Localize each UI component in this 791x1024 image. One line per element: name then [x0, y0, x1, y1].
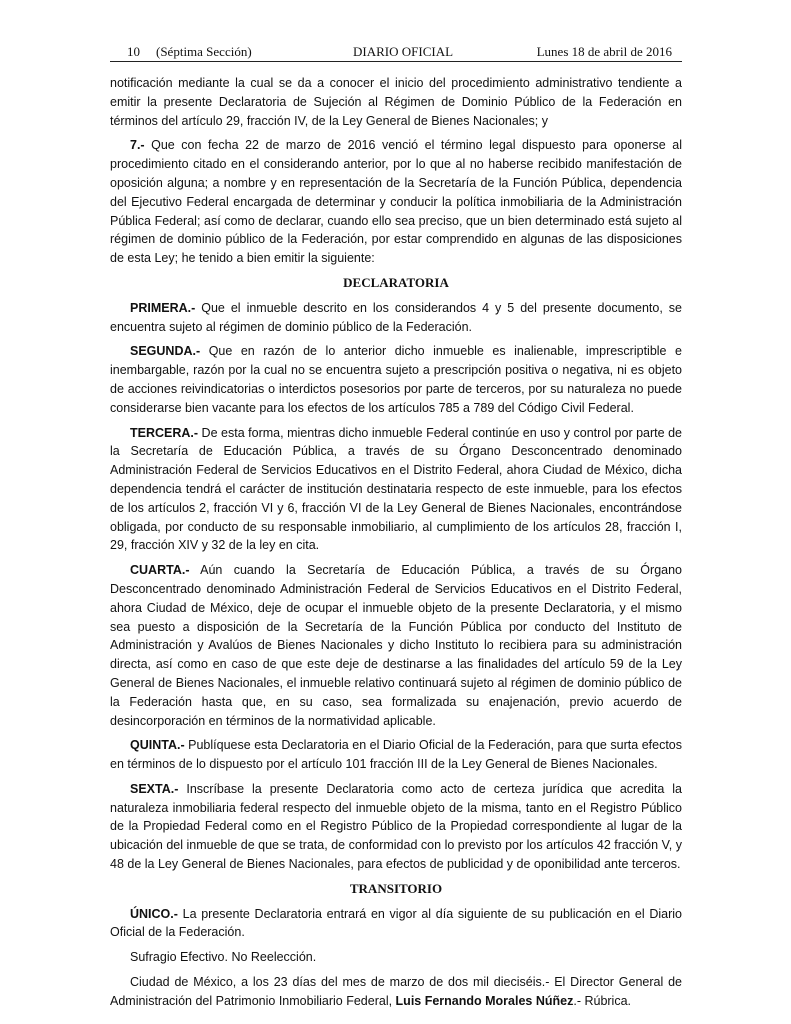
paragraph-cuarta	[110, 561, 682, 730]
paragraph-considerando-7	[110, 136, 682, 268]
paragraph-label: ÚNICO.-	[130, 906, 178, 921]
paragraph-label: CUARTA.-	[130, 563, 190, 578]
page-number: 10	[127, 44, 140, 59]
signature-text: Ciudad de México, a los 23 días del mes de marzo de dos mil dieciséis.- El Director General de Administración del Patrimonio Inmobiliario Federal,	[110, 975, 682, 1008]
paragraph-text: Que el inmueble descrito en los considerandos 4 y 5 del presente documento, se encuentra sujeto al régimen de dominio público de la Federación.	[110, 300, 682, 334]
paragraph-primera	[110, 299, 682, 337]
paragraph-text: Publíquese esta Declaratoria en el Diario Oficial de la Federación, para que surta efectos en términos de lo dispuesto por el artículo 101 fracción III de la Ley General de Bienes Nacionales.	[110, 738, 682, 772]
paragraph-label: 7.-	[130, 138, 145, 153]
publication-date: Lunes 18 de abril de 2016	[536, 44, 672, 59]
paragraph-tercera	[110, 424, 682, 556]
paragraph-sexta	[110, 780, 682, 874]
paragraph-sufragio: Sufragio Efectivo. No Reelección.	[130, 950, 317, 965]
page-header	[110, 44, 682, 60]
paragraph-text: Que con fecha 22 de marzo de 2016 venció el término legal dispuesto para oponerse al procedimiento citado en el considerando anterior, por lo que al no haberse recibido manifestación de oposición alguna; a nombre y en representación de la Secretaría de la Función Pública, dependencia del Ejecutivo Federal encargada de determinar y conducir la política inmobiliaria de la Administración Pública Federal; así como de declarar, cuando ello sea preciso, que un bien determinado está sujeto al régimen de dominio público de la Federación, por estar comprendido en algunas de las disposiciones de esta Ley; he tenido a bien emitir la siguiente:	[110, 138, 682, 266]
paragraph-label: TERCERA.-	[130, 425, 199, 440]
paragraph-text: Aún cuando la Secretaría de Educación Pública, a través de su Órgano Desconcentrado denominado Administración Federal de Servicios Educativos en el Distrito Federal, ahora Ciudad de México, deje de ocupar el inmueble objeto de la presente Declaratoria, y el mismo sea puesto a disposición de la Secretaría de la Función Pública por conducto del Instituto de Administración y Avalúos de Bienes Nacionales y dicho Instituto lo recibiera para su administración directa, así como en caso de que este deje de destinarse a las finalidades del artículo 59 de la Ley General de Bienes Nacionales, el inmueble relativo continuará sujeto al régimen de dominio público de la Federación hasta que, en su caso, sea formalizada su enajenación, previo acuerdo de desincorporación en términos de la normatividad aplicable.	[110, 563, 682, 728]
paragraph-label: SEXTA.-	[130, 781, 179, 796]
paragraph-text: De esta forma, mientras dicho inmueble Federal continúe en uso y control por parte de la Secretaría de Educación Pública, a través de su Órgano Desconcentrado denominado Administración Federal de Servicios Educativos en el Distrito Federal, ahora Ciudad de México, dicha dependencia tendrá el carácter de institución destinataria respecto de este inmueble, para los efectos de los artículos 2, fracción VI y 6, fracción VI de la Ley General de Bienes Nacionales, encontrándose obligada, por conducto de su responsable inmobiliario, al cumplimiento de los artículos 28, fracción I, 29, fracción XIV y 32 de la ley en cita.	[110, 425, 682, 553]
publication-title: DIARIO OFICIAL	[353, 44, 454, 59]
paragraph-signature	[110, 973, 682, 1011]
paragraph-text: La presente Declaratoria entrará en vigor al día siguiente de su publicación en el Diario Oficial de la Federación.	[110, 906, 682, 940]
paragraph-text: Que en razón de lo anterior dicho inmueble es inalienable, imprescriptible e inembargable, razón por la cual no se encuentra sujeto a prescripción positiva o negativa, ni es objeto de acciones reivindicatorias o interdictos posesorios por parte de terceros, por su naturaleza no puede considerarse bien vacante para los efectos de los artículos 785 a 789 del Código Civil Federal.	[110, 344, 682, 415]
heading-transitorio: TRANSITORIO	[349, 880, 443, 896]
paragraph-label: QUINTA.-	[130, 738, 185, 753]
paragraph-label: PRIMERA.-	[130, 300, 196, 315]
heading-declaratoria: DECLARATORIA	[343, 274, 449, 290]
paragraph-quinta	[110, 736, 682, 774]
document-body	[110, 74, 682, 1017]
signature-rubrica: .- Rúbrica.	[573, 993, 632, 1008]
paragraph-text: Inscríbase la presente Declaratoria como acto de certeza jurídica que acredita la naturaleza inmobiliaria federal respecto del inmueble objeto de la misma, tanto en el Registro Público de la Propiedad Federal como en el Registro Público de la Propiedad correspondiente al lugar de la ubicación del inmueble de que se trata, de conformidad con lo previsto por los artículos 42 fracción V, y 48 de la Ley General de Bienes Nacionales, para efectos de publicidad y de oponibilidad ante terceros.	[110, 781, 682, 872]
header-divider	[110, 61, 682, 62]
paragraph-segunda	[110, 342, 682, 417]
paragraph-continuation: notificación mediante la cual se da a conocer el inicio del procedimiento administrativo tendiente a emitir la presente Declaratoria de Sujeción al Régimen de Dominio Público de la Federación en términos del artículo 29, fracción IV, de la Ley General de Bienes Nacionales; y	[110, 76, 682, 128]
paragraph-unico	[110, 905, 682, 943]
paragraph-label: SEGUNDA.-	[130, 344, 201, 359]
section-label: (Séptima Sección)	[156, 44, 252, 59]
signatory-name: Luis Fernando Morales Núñez	[395, 993, 574, 1008]
